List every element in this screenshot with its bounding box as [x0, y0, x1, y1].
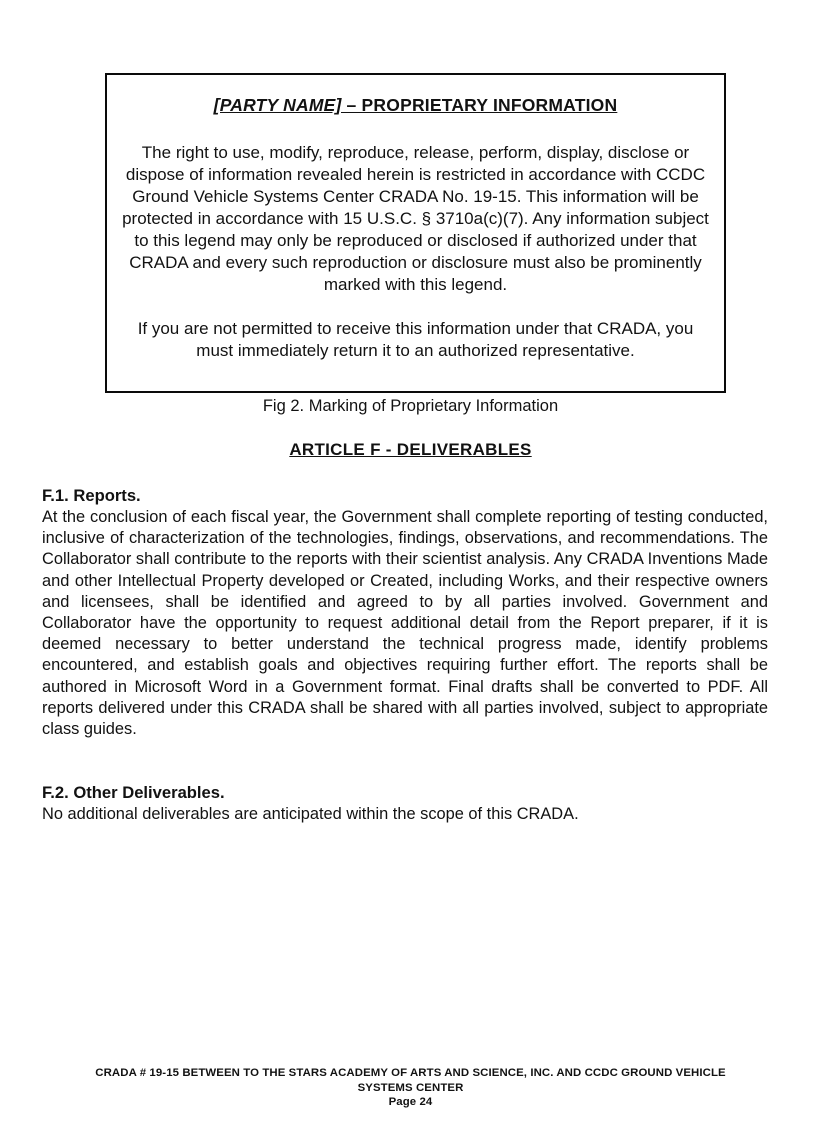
- proprietary-legend-paragraph: The right to use, modify, reproduce, release, perform, display, disclose or dispose of information revealed herein is restricted in accordance with CCDC Ground Vehicle Systems Center CRADA No. 19-15. This information will be protected in accordance with 15 U.S.C. § 3710a(c)(7). Any information subject to this legend may only be reproduced or disclosed if authorized under that CRADA and every such reproduction or disclosure must also be prominently marked with this legend.: [122, 143, 709, 294]
- proprietary-box-title-text: [214, 95, 618, 115]
- figure-caption: Fig 2. Marking of Proprietary Information: [262, 397, 559, 415]
- section-f2-other-deliverables: [42, 781, 768, 825]
- page-number: Page 24: [388, 1096, 433, 1108]
- section-f2-body: No additional deliverables are anticipated within the scope of this CRADA.: [42, 805, 579, 823]
- section-f1-heading: F.1. Reports.: [42, 486, 141, 505]
- proprietary-return-paragraph: If you are not permitted to receive this information under that CRADA, you must immediately return it to an authorized representative.: [137, 319, 694, 360]
- party-name-placeholder: [PARTY NAME]: [213, 95, 342, 115]
- proprietary-title-rest: – PROPRIETARY INFORMATION: [341, 95, 618, 115]
- footer-systems-center-line: SYSTEMS CENTER: [357, 1081, 464, 1094]
- article-f-heading: [0, 440, 821, 460]
- section-f1-reports: [42, 484, 768, 740]
- proprietary-marking-box: [105, 73, 726, 393]
- section-f1-body: At the conclusion of each fiscal year, the Government shall complete reporting of testing conducted, inclusive of characterization of the technologies, findings, observations, and recommendations. The Collaborator shall contribute to the reports with their scientist analysis. Any CRADA Inventions Made and other Intellectual Property developed or Created, including Works, and their respective owners and licensees, shall be identified and agreed to by all parties involved. Government and Collaborator have the opportunity to request additional detail from the Report preparer, if it is deemed necessary to better understand the technical progress made, identify problems encountered, and establish goals and objectives requiring further effort. The reports shall be authored in Microsoft Word in a Government format. Final drafts shall be converted to PDF. All reports delivered under this CRADA shall be shared with all parties involved, subject to appropriate class guides.: [42, 508, 768, 739]
- footer-crada-line: CRADA # 19-15 BETWEEN TO THE STARS ACADEMY OF ARTS AND SCIENCE, INC. AND CCDC GROUND VEHICLE: [95, 1067, 726, 1079]
- section-f2-heading: F.2. Other Deliverables.: [42, 783, 225, 802]
- proprietary-box-title: [117, 95, 714, 116]
- article-f-heading-text: ARTICLE F - DELIVERABLES: [289, 440, 532, 459]
- page-footer: [0, 1066, 821, 1110]
